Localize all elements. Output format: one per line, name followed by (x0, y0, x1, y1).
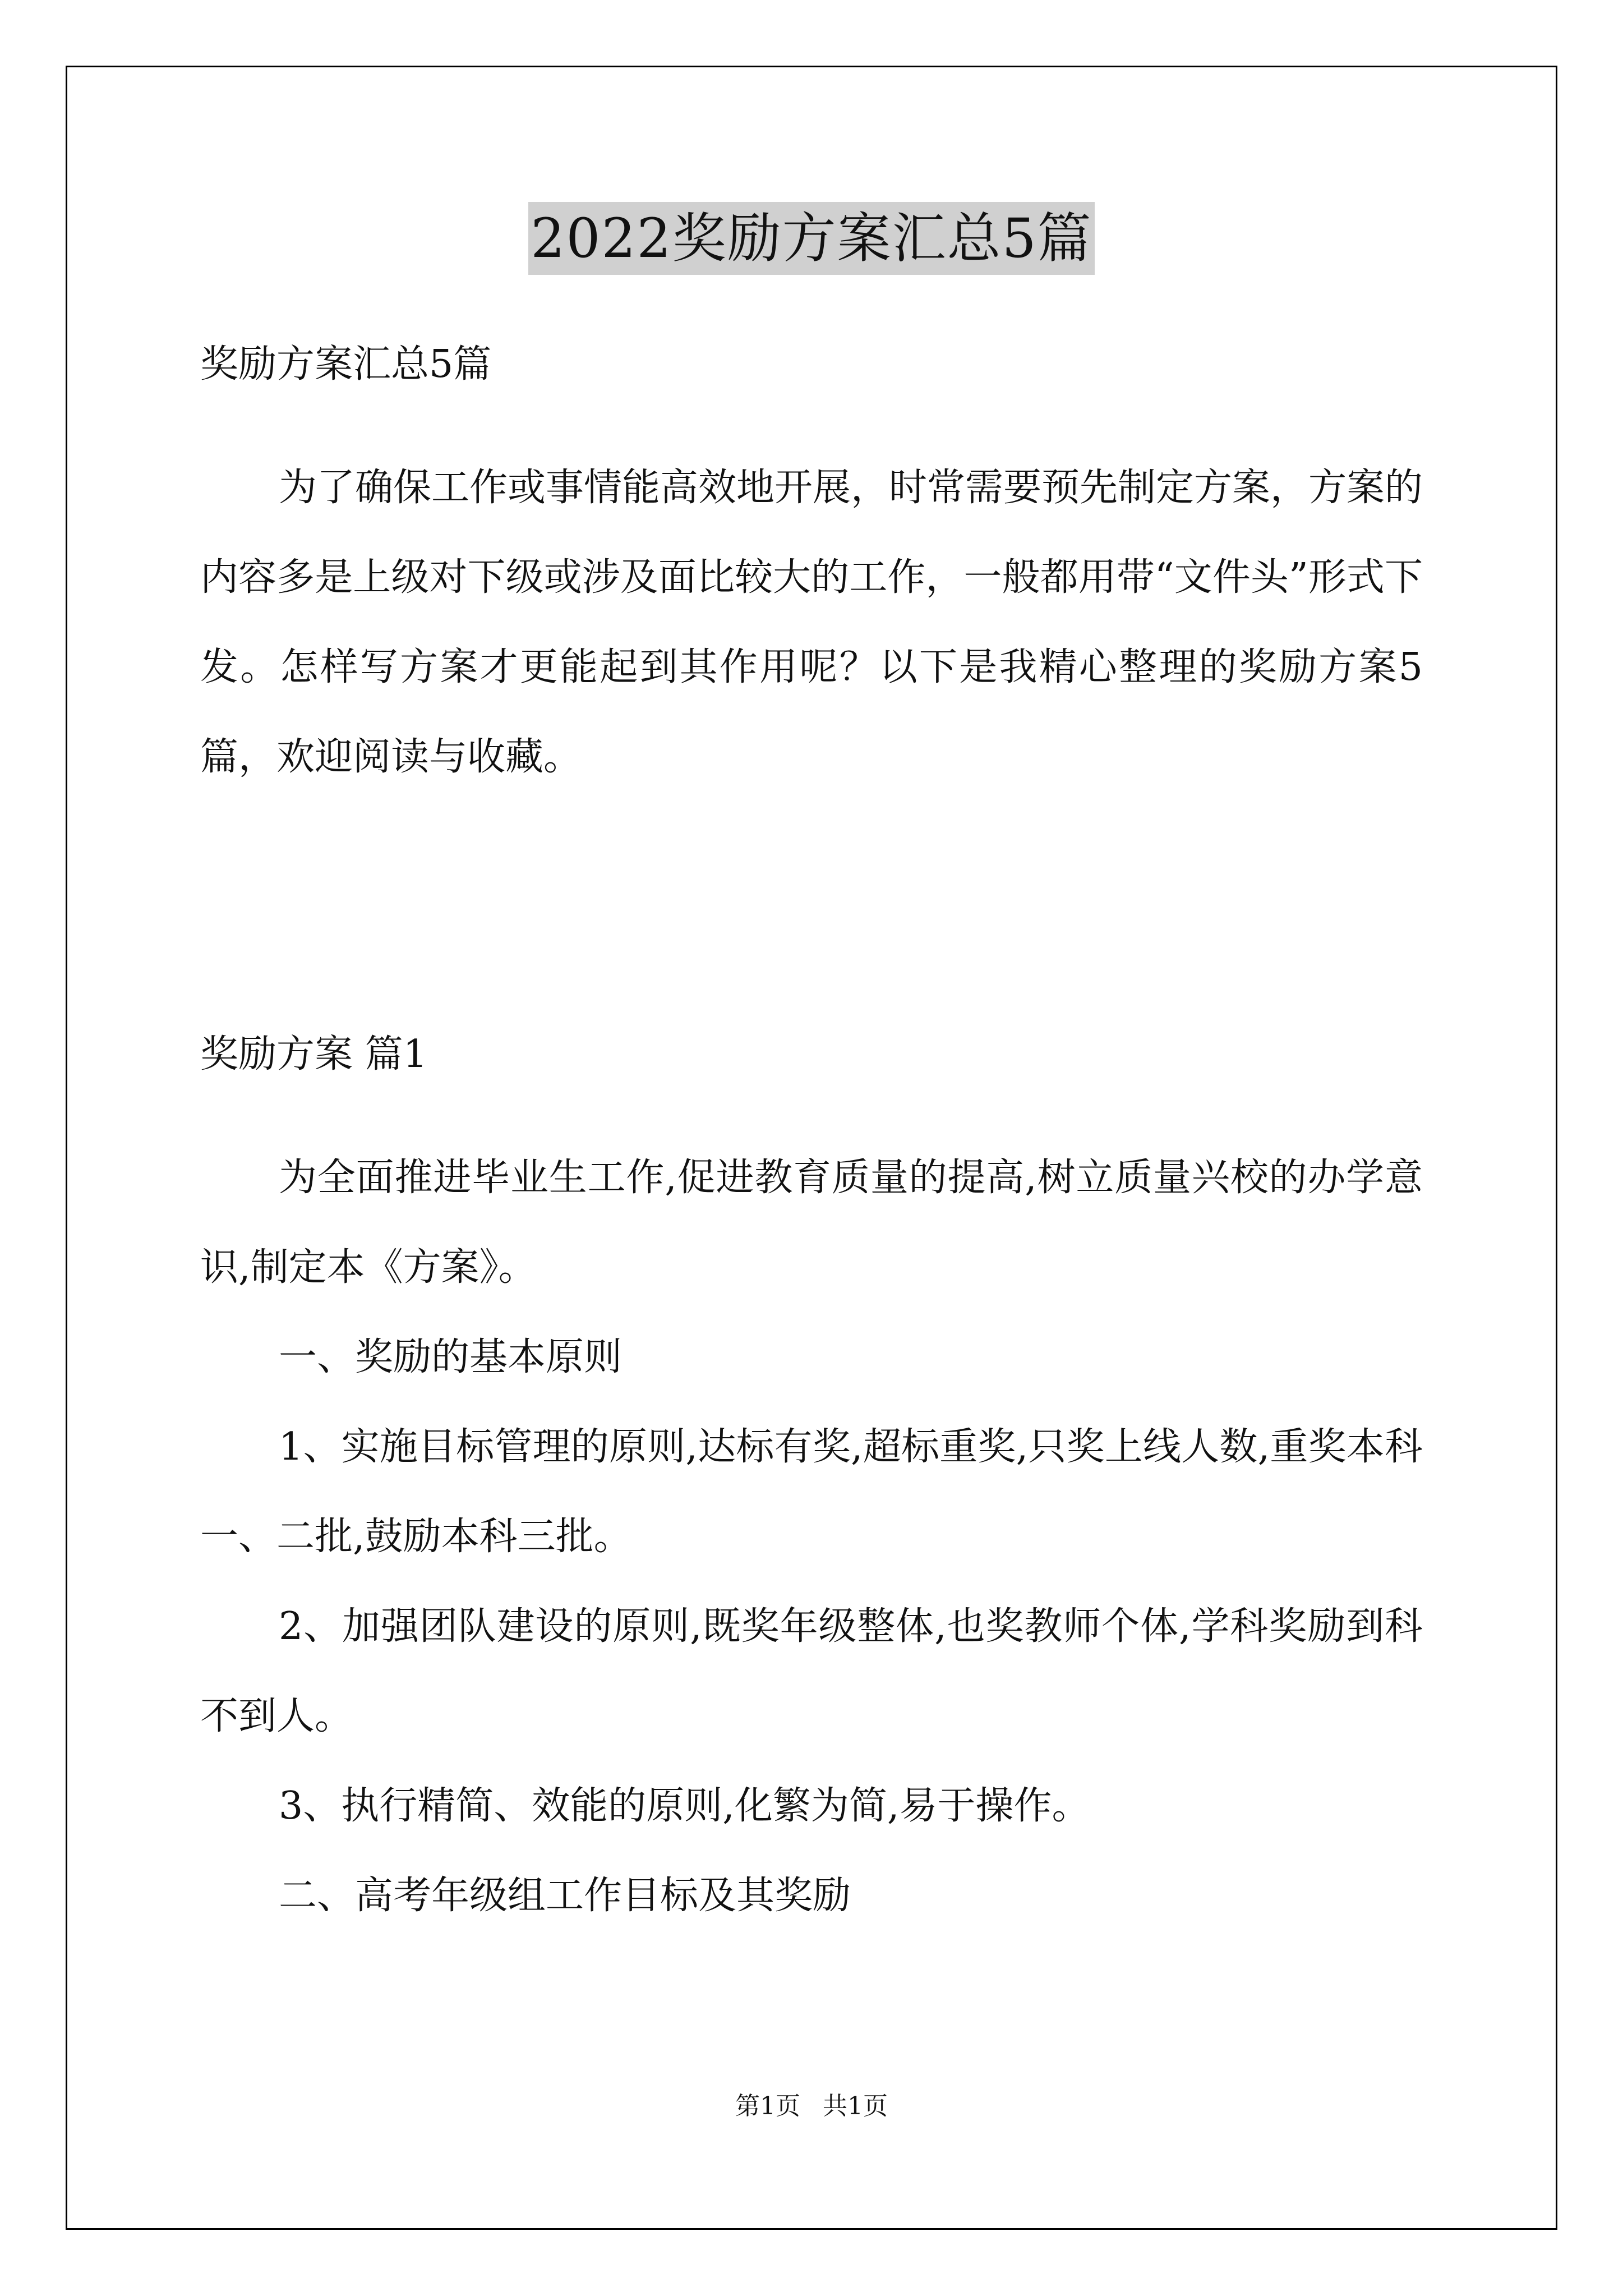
page-number: 第1页 (735, 2092, 800, 2120)
intro-paragraph: 为了确保工作或事情能高效地开展，时常需要预先制定方案，方案的内容多是上级对下级或涉及面比较大的工作，一般都用带“文件头”形式下发。怎样写方案才更能起到其作用呢？以下是我精心整理的奖励方案5篇，欢迎阅读与收藏。 (200, 466, 1423, 779)
page-footer (0, 2090, 1623, 2123)
section-heading: 奖励方案 篇1 (200, 1032, 427, 1076)
paragraph-purpose: 为全面推进毕业生工作,促进教育质量的提高,树立质量兴校的办学意识,制定本《方案》。 (200, 1156, 1423, 1290)
paragraph-principle-1: 1、实施目标管理的原则,达标有奖,超标重奖,只奖上线人数,重奖本科一、二批,鼓励本科三批。 (200, 1425, 1423, 1559)
paragraph-principle-2: 2、加强团队建设的原则,既奖年级整体,也奖教师个体,学科奖励到科不到人。 (200, 1604, 1423, 1738)
page-total: 共1页 (823, 2092, 888, 2120)
heading-basic-principles: 一、奖励的基本原则 (279, 1335, 623, 1379)
document-title: 2022奖励方案汇总5篇 (528, 202, 1094, 275)
document-subtitle: 奖励方案汇总5篇 (200, 342, 492, 386)
title-container (0, 202, 1623, 275)
paragraph-principle-3: 3、执行精简、效能的原则,化繁为简,易于操作。 (279, 1784, 1090, 1828)
heading-goals-rewards: 二、高考年级组工作目标及其奖励 (279, 1874, 851, 1918)
